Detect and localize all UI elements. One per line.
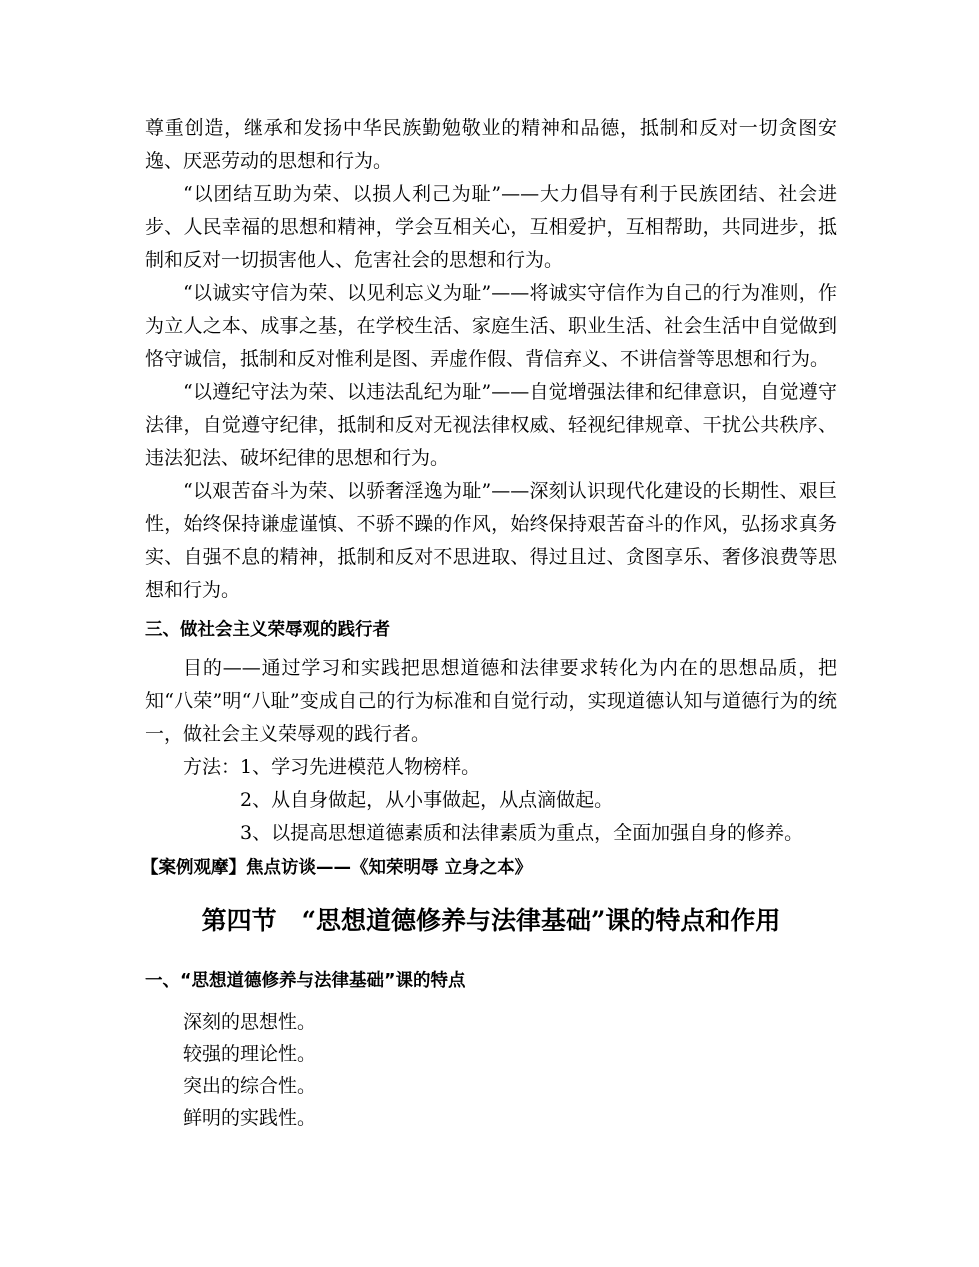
paragraph-unity: “以团结互助为荣、以损人利己为耻”——大力倡导有利于民族团结、社会进步、人民幸福的思想和精神，学会互相关心，互相爱护，互相帮助，共同进步，抵制和反对一切损害他人、危害社会的思想和行为。: [145, 183, 837, 271]
purpose-paragraph: 目的——通过学习和实践把思想道德和法律要求转化为内在的思想品质，把知“八荣”明“八耻”变成自己的行为标准和自觉行动，实现道德认知与道德行为的统一，做社会主义荣辱观的践行者。: [145, 657, 837, 745]
method-item: 2、从自身做起，从小事做起，从点滴做起。: [240, 789, 614, 811]
feature-item: 深刻的思想性。: [183, 1011, 317, 1033]
method-item: 方法：1、学习先进模范人物榜样。: [183, 756, 481, 778]
paragraph-honesty: “以诚实守信为荣、以见利忘义为耻”——将诚实守信作为自己的行为准则，作为立人之本、成事之基，在学校生活、家庭生活、职业生活、社会生活中自觉做到恪守诚信，抵制和反对惟利是图、弄虚作假、背信弃义、不讲信誉等思想和行为。: [145, 282, 837, 370]
case-study-label: 【案例观摩】焦点访谈——《知荣明辱 立身之本》: [141, 858, 533, 878]
paragraph-hardwork: “以艰苦奋斗为荣、以骄奢淫逸为耻”——深刻认识现代化建设的长期性、艰巨性，始终保持谦虚谨慎、不骄不躁的作风，始终保持艰苦奋斗的作风，弘扬求真务实、自强不息的精神，抵制和反对不思进取、得过且过、贪图享乐、奢侈浪费等思想和行为。: [145, 480, 837, 601]
section-4-subheading: 一、“思想道德修养与法律基础”课的特点: [145, 971, 466, 991]
section-3-heading: 三、做社会主义荣辱观的践行者: [145, 620, 390, 640]
document-page: [141, 112, 837, 1134]
method-item: 3、以提高思想道德素质和法律素质为重点，全面加强自身的修养。: [240, 822, 804, 844]
section-4-title: 第四节 “思想道德修养与法律基础”课的特点和作用: [201, 906, 781, 935]
paragraph-continuation: 尊重创造，继承和发扬中华民族勤勉敬业的精神和品德，抵制和反对一切贪图安逸、厌恶劳动的思想和行为。: [145, 117, 837, 172]
paragraph-law: “以遵纪守法为荣、以违法乱纪为耻”——自觉增强法律和纪律意识，自觉遵守法律，自觉遵守纪律，抵制和反对无视法律权威、轻视纪律规章、干扰公共秩序、违法犯法、破坏纪律的思想和行为。: [145, 381, 837, 469]
feature-item: 较强的理论性。: [183, 1043, 317, 1065]
feature-item: 鲜明的实践性。: [183, 1107, 317, 1129]
feature-item: 突出的综合性。: [183, 1075, 317, 1097]
